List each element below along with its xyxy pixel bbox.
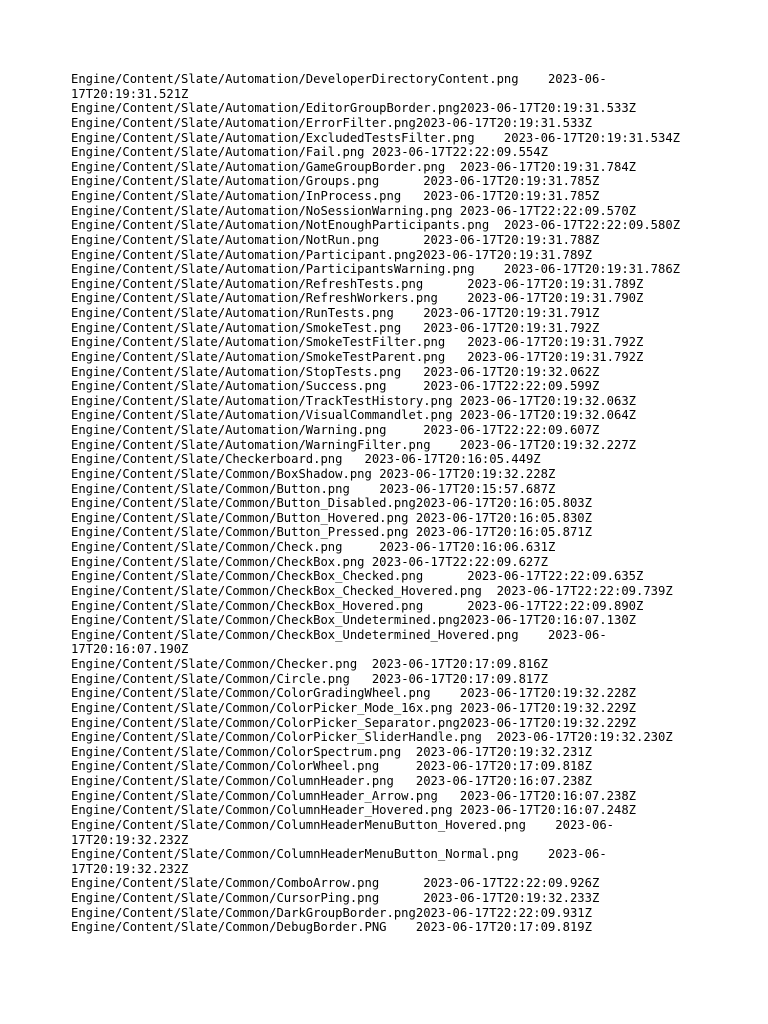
file-path: Engine/Content/Slate/Common/DarkGroupBorder.png <box>71 905 416 920</box>
file-path: Engine/Content/Slate/Common/Button.png <box>71 481 350 496</box>
listing-entry <box>71 847 721 876</box>
listing-entry <box>71 452 721 467</box>
file-path: Engine/Content/Slate/Common/Checker.png <box>71 657 358 671</box>
listing-entry <box>71 759 721 774</box>
column-gap <box>394 306 423 320</box>
column-gap <box>343 452 365 466</box>
column-gap <box>379 876 423 890</box>
column-gap <box>379 174 423 188</box>
modified-timestamp: 2023-06-17T20:19:31.534Z <box>503 130 681 145</box>
listing-entry <box>71 613 721 628</box>
listing-entry <box>71 818 721 847</box>
modified-timestamp: 2023-06-17T20:19:31.785Z <box>423 174 600 189</box>
column-gap <box>453 701 460 715</box>
file-path: Engine/Content/Slate/Common/ColorWheel.png <box>71 759 380 774</box>
listing-entry <box>71 131 721 146</box>
listing-entry <box>71 789 721 804</box>
modified-timestamp: 2023-06-17T20:19:31.792Z <box>467 335 644 350</box>
file-path: Engine/Content/Slate/Common/Button_Disabled.png <box>71 496 416 511</box>
modified-timestamp: 2023-06-17T20:16:07.130Z <box>459 613 636 628</box>
listing-entry <box>71 672 721 687</box>
column-gap <box>445 160 460 174</box>
listing-entry <box>71 423 721 438</box>
file-path: Engine/Content/Slate/Common/BoxShadow.png <box>71 466 372 481</box>
modified-timestamp: 2023-06-17T20:19:32.228Z <box>379 466 556 481</box>
listing-entry <box>71 365 721 380</box>
column-gap <box>519 847 548 861</box>
column-gap <box>445 350 467 364</box>
column-gap <box>526 818 555 832</box>
file-path: Engine/Content/Slate/Automation/RefreshTests.png <box>71 276 424 291</box>
file-path: Engine/Content/Slate/Automation/WarningFilter.png <box>71 437 431 452</box>
listing-entry <box>71 291 721 306</box>
modified-timestamp: 2023-06- 17T20:19:32.232Z <box>71 817 614 847</box>
file-path: Engine/Content/Slate/Common/ComboArrow.png <box>71 876 380 891</box>
modified-timestamp: 2023-06-17T20:16:05.830Z <box>415 510 592 525</box>
modified-timestamp: 2023-06-17T20:17:09.818Z <box>415 759 592 774</box>
file-path: Engine/Content/Slate/Common/ColumnHeader_Hovered.png <box>71 803 453 818</box>
modified-timestamp: 2023-06-17T22:22:09.580Z <box>503 218 681 233</box>
modified-timestamp: 2023-06-17T22:22:09.931Z <box>415 905 592 920</box>
file-path: Engine/Content/Slate/Automation/SmokeTest.png <box>71 320 402 335</box>
column-gap <box>453 204 460 218</box>
listing-entry <box>71 540 721 555</box>
column-gap <box>401 745 416 759</box>
file-path: Engine/Content/Slate/Automation/SmokeTestFilter.png <box>71 335 446 350</box>
file-listing <box>71 72 721 935</box>
column-gap <box>379 759 416 773</box>
column-gap <box>343 540 380 554</box>
file-path: Engine/Content/Slate/Automation/Fail.png <box>71 145 365 160</box>
file-path: Engine/Content/Slate/Common/Button_Pressed.png <box>71 525 409 540</box>
column-gap <box>519 628 548 642</box>
column-gap <box>482 584 497 598</box>
column-gap <box>365 145 372 159</box>
listing-entry <box>71 160 721 175</box>
modified-timestamp: 2023-06-17T20:19:32.063Z <box>459 393 637 408</box>
listing-entry <box>71 321 721 336</box>
modified-timestamp: 2023-06-17T20:19:31.533Z <box>415 115 592 130</box>
modified-timestamp: 2023-06-17T20:16:07.238Z <box>459 788 636 803</box>
file-path: Engine/Content/Slate/Automation/RunTests.png <box>71 306 394 320</box>
file-path: Engine/Content/Slate/Automation/Warning.png <box>71 423 387 437</box>
listing-entry <box>71 657 721 672</box>
file-path: Engine/Content/Slate/Common/ColorPicker_Mode_16x.png <box>71 700 453 715</box>
listing-entry <box>71 306 721 321</box>
column-gap <box>365 555 372 569</box>
listing-entry <box>71 599 721 614</box>
listing-entry <box>71 335 721 350</box>
file-path: Engine/Content/Slate/Common/Circle.png <box>71 671 350 686</box>
modified-timestamp: 2023-06-17T22:22:09.926Z <box>423 876 600 891</box>
column-gap <box>401 321 423 335</box>
listing-entry <box>71 496 721 511</box>
modified-timestamp: 2023-06-17T20:16:05.449Z <box>364 452 541 467</box>
listing-entry <box>71 189 721 204</box>
file-path: Engine/Content/Slate/Automation/RefreshWorkers.png <box>71 291 438 306</box>
column-gap <box>350 482 379 496</box>
listing-entry <box>71 555 721 570</box>
file-path: Engine/Content/Slate/Common/ColumnHeaderMenuButton_Hovered.png <box>71 817 526 832</box>
column-gap <box>401 365 423 379</box>
modified-timestamp: 2023-06-17T20:19:31.533Z <box>459 101 636 116</box>
listing-entry <box>71 379 721 394</box>
column-gap <box>423 277 467 291</box>
file-path: Engine/Content/Slate/Common/ColorGradingWheel.png <box>71 686 431 701</box>
modified-timestamp: 2023-06-17T20:16:07.238Z <box>415 774 592 788</box>
listing-entry <box>71 204 721 219</box>
listing-entry <box>71 262 721 277</box>
modified-timestamp: 2023-06-17T22:22:09.570Z <box>459 203 637 218</box>
listing-entry <box>71 716 721 731</box>
column-gap <box>453 803 460 817</box>
modified-timestamp: 2023-06-17T20:19:31.784Z <box>459 159 637 174</box>
listing-entry <box>71 525 721 540</box>
file-path: Engine/Content/Slate/Automation/ExcludedTestsFilter.png <box>71 130 475 145</box>
modified-timestamp: 2023-06-17T22:22:09.739Z <box>496 583 673 598</box>
modified-timestamp: 2023-06-17T20:19:31.789Z <box>415 247 592 262</box>
file-path: Engine/Content/Slate/Common/CheckBox_Hovered.png <box>71 598 424 613</box>
listing-entry <box>71 745 721 760</box>
file-path: Engine/Content/Slate/Common/CheckBox_Undetermined_Hovered.png <box>71 627 519 642</box>
modified-timestamp: 2023-06-17T20:19:32.231Z <box>415 744 592 759</box>
column-gap <box>350 672 372 686</box>
modified-timestamp: 2023-06-17T20:16:05.803Z <box>415 496 592 511</box>
listing-entry <box>71 920 721 935</box>
listing-entry <box>71 686 721 701</box>
modified-timestamp: 2023-06-17T20:19:32.064Z <box>459 408 637 423</box>
file-path: Engine/Content/Slate/Common/ColumnHeader_Arrow.png <box>71 788 438 803</box>
listing-entry <box>71 174 721 189</box>
listing-entry <box>71 730 721 745</box>
listing-entry <box>71 467 721 482</box>
modified-timestamp: 2023-06-17T20:19:31.791Z <box>423 306 600 320</box>
modified-timestamp: 2023-06-17T20:16:05.871Z <box>415 525 592 540</box>
column-gap <box>394 774 416 788</box>
file-path: Engine/Content/Slate/Automation/GameGroupBorder.png <box>71 159 446 174</box>
file-path: Engine/Content/Slate/Automation/SmokeTestParent.png <box>71 349 446 364</box>
modified-timestamp: 2023-06-17T20:19:31.786Z <box>503 262 681 277</box>
column-gap <box>387 423 424 437</box>
file-path: Engine/Content/Slate/Common/ColumnHeader.png <box>71 774 394 788</box>
file-path: Engine/Content/Slate/Automation/ParticipantsWarning.png <box>71 262 475 277</box>
listing-entry <box>71 218 721 233</box>
modified-timestamp: 2023-06-17T20:19:32.230Z <box>496 730 673 745</box>
file-path: Engine/Content/Slate/Automation/NotEnoughParticipants.png <box>71 218 490 233</box>
column-gap <box>409 525 416 539</box>
modified-timestamp: 2023-06-17T20:17:09.816Z <box>371 657 548 671</box>
modified-timestamp: 2023-06-17T22:22:09.554Z <box>371 145 548 160</box>
file-path: Engine/Content/Slate/Automation/Participant.png <box>71 247 416 262</box>
file-path: Engine/Content/Slate/Automation/StopTests.png <box>71 364 402 379</box>
column-gap <box>475 131 504 145</box>
column-gap <box>438 789 460 803</box>
modified-timestamp: 2023-06-17T20:19:31.792Z <box>467 349 644 364</box>
modified-timestamp: 2023-06-17T20:19:32.229Z <box>459 715 636 730</box>
listing-entry <box>71 803 721 818</box>
listing-entry <box>71 701 721 716</box>
listing-entry <box>71 482 721 497</box>
file-path: Engine/Content/Slate/Common/CheckBox_Undetermined.png <box>71 613 460 628</box>
listing-entry <box>71 584 721 599</box>
file-path: Engine/Content/Slate/Common/CheckBox.png <box>71 554 365 569</box>
file-path: Engine/Content/Slate/Common/CursorPing.png <box>71 891 380 905</box>
listing-entry <box>71 628 721 657</box>
modified-timestamp: 2023-06-17T20:19:32.233Z <box>423 891 600 905</box>
modified-timestamp: 2023-06-17T20:19:32.227Z <box>459 437 637 452</box>
file-path: Engine/Content/Slate/Common/ColumnHeaderMenuButton_Normal.png <box>71 847 519 862</box>
file-path: Engine/Content/Slate/Common/Check.png <box>71 540 343 554</box>
column-gap <box>357 657 372 671</box>
listing-entry <box>71 248 721 263</box>
file-path: Engine/Content/Slate/Automation/InProcess.png <box>71 189 402 203</box>
file-path: Engine/Content/Slate/Automation/EditorGroupBorder.png <box>71 101 460 116</box>
listing-entry <box>71 906 721 921</box>
listing-entry <box>71 72 721 101</box>
file-path: Engine/Content/Slate/Common/DebugBorder.PNG <box>71 920 387 935</box>
modified-timestamp: 2023-06- 17T20:16:07.190Z <box>71 627 607 657</box>
file-path: Engine/Content/Slate/Common/CheckBox_Checked.png <box>71 569 424 584</box>
modified-timestamp: 2023-06-17T20:17:09.817Z <box>371 671 548 686</box>
listing-entry <box>71 116 721 131</box>
column-gap <box>438 291 467 305</box>
file-path: Engine/Content/Slate/Automation/DeveloperDirectoryContent.png <box>71 72 519 86</box>
modified-timestamp: 2023-06-17T20:16:07.248Z <box>459 803 637 818</box>
listing-entry <box>71 101 721 116</box>
listing-entry <box>71 408 721 423</box>
modified-timestamp: 2023-06- 17T20:19:31.521Z <box>71 72 607 101</box>
listing-entry <box>71 394 721 409</box>
modified-timestamp: 2023-06-17T20:19:32.062Z <box>423 364 600 379</box>
listing-entry <box>71 233 721 248</box>
modified-timestamp: 2023-06-17T20:19:31.789Z <box>467 276 644 291</box>
column-gap <box>475 262 504 276</box>
column-gap <box>387 920 416 934</box>
listing-entry <box>71 511 721 526</box>
listing-entry <box>71 438 721 453</box>
modified-timestamp: 2023-06-17T22:22:09.890Z <box>467 598 644 613</box>
column-gap <box>453 408 460 422</box>
file-path: Engine/Content/Slate/Automation/VisualCommandlet.png <box>71 408 453 423</box>
file-path: Engine/Content/Slate/Automation/Groups.png <box>71 174 380 189</box>
column-gap <box>379 891 423 905</box>
modified-timestamp: 2023-06-17T20:19:31.790Z <box>467 291 644 306</box>
file-path: Engine/Content/Slate/Checkerboard.png <box>71 452 343 467</box>
listing-entry <box>71 277 721 292</box>
column-gap <box>489 218 504 232</box>
file-path: Engine/Content/Slate/Common/CheckBox_Checked_Hovered.png <box>71 583 482 598</box>
modified-timestamp: 2023-06-17T22:22:09.607Z <box>423 423 600 437</box>
file-path: Engine/Content/Slate/Automation/TrackTestHistory.png <box>71 393 453 408</box>
modified-timestamp: 2023-06-17T22:22:09.599Z <box>423 379 600 394</box>
modified-timestamp: 2023-06-17T20:19:32.228Z <box>459 686 637 701</box>
column-gap <box>409 511 416 525</box>
column-gap <box>431 438 460 452</box>
modified-timestamp: 2023-06-17T20:15:57.687Z <box>379 481 556 496</box>
listing-entry <box>71 774 721 789</box>
listing-entry <box>71 891 721 906</box>
modified-timestamp: 2023-06-17T20:17:09.819Z <box>415 920 592 935</box>
modified-timestamp: 2023-06-17T20:19:32.229Z <box>459 700 637 715</box>
modified-timestamp: 2023-06-17T20:19:31.792Z <box>423 320 600 335</box>
file-path: Engine/Content/Slate/Automation/Success.png <box>71 379 387 394</box>
column-gap <box>453 394 460 408</box>
column-gap <box>379 233 423 247</box>
column-gap <box>445 335 467 349</box>
column-gap <box>431 686 460 700</box>
file-path: Engine/Content/Slate/Automation/ErrorFilter.png <box>71 115 416 130</box>
modified-timestamp: 2023-06-17T20:16:06.631Z <box>379 540 556 554</box>
modified-timestamp: 2023-06- 17T20:19:32.232Z <box>71 847 607 876</box>
column-gap <box>401 189 423 203</box>
file-path: Engine/Content/Slate/Automation/NoSessionWarning.png <box>71 203 453 218</box>
modified-timestamp: 2023-06-17T20:19:31.788Z <box>423 232 600 247</box>
column-gap <box>519 72 548 86</box>
file-path: Engine/Content/Slate/Common/ColorPicker_Separator.png <box>71 715 460 730</box>
column-gap <box>423 599 467 613</box>
column-gap <box>387 379 424 393</box>
file-path: Engine/Content/Slate/Common/ColorSpectrum.png <box>71 744 402 759</box>
column-gap <box>482 730 497 744</box>
file-path: Engine/Content/Slate/Common/Button_Hovered.png <box>71 510 409 525</box>
listing-entry <box>71 350 721 365</box>
file-path: Engine/Content/Slate/Common/ColorPicker_SliderHandle.png <box>71 730 482 745</box>
modified-timestamp: 2023-06-17T22:22:09.627Z <box>371 554 548 569</box>
column-gap <box>423 569 467 583</box>
modified-timestamp: 2023-06-17T20:19:31.785Z <box>423 189 600 203</box>
modified-timestamp: 2023-06-17T22:22:09.635Z <box>467 569 644 584</box>
listing-entry <box>71 569 721 584</box>
listing-entry <box>71 145 721 160</box>
listing-entry <box>71 876 721 891</box>
file-path: Engine/Content/Slate/Automation/NotRun.png <box>71 232 380 247</box>
